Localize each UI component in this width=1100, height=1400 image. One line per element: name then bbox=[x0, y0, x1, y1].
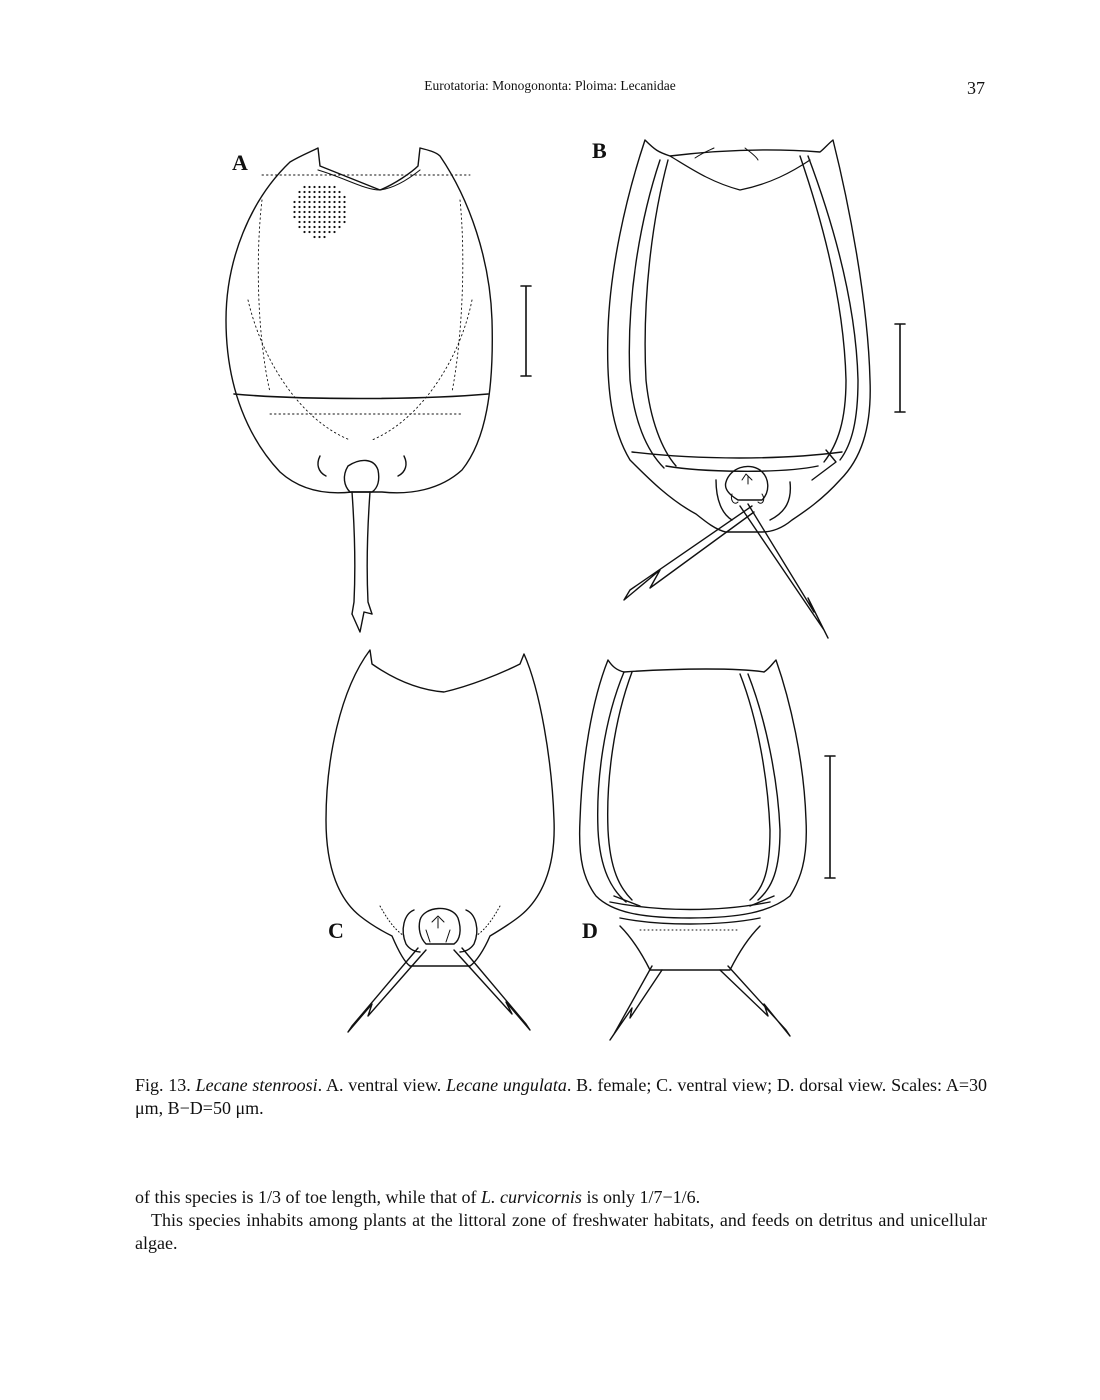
panel-label-d: D bbox=[582, 918, 598, 943]
caption-text-1: . A. ventral view. bbox=[317, 1075, 447, 1095]
figure-caption bbox=[135, 1074, 987, 1120]
paragraph-2: This species inhabits among plants at the littoral zone of freshwater habitats, and feeds on detritus and unicellular algae. bbox=[135, 1210, 987, 1253]
panel-label-b: B bbox=[592, 138, 607, 163]
drawing-d bbox=[580, 660, 835, 1040]
dotted-patch bbox=[293, 186, 345, 238]
drawing-c bbox=[326, 650, 554, 1032]
paragraph-1 bbox=[135, 1186, 987, 1209]
panel-label-c: C bbox=[328, 918, 344, 943]
page-number: 37 bbox=[967, 78, 985, 98]
caption-prefix: Fig. 13. bbox=[135, 1075, 191, 1095]
caption-species-1: Lecane stenroosi bbox=[195, 1075, 318, 1095]
caption-text-2: . B. female; C. ventral view; D. dorsal view. Scales: A=30 μm, B−D=50 μm. bbox=[135, 1075, 987, 1118]
panel-label-a: A bbox=[232, 150, 248, 175]
body-text bbox=[135, 1186, 987, 1255]
drawing-a bbox=[226, 148, 531, 632]
running-head: Eurotatoria: Monogononta: Ploima: Lecanidae bbox=[424, 78, 676, 93]
caption-species-2: Lecane ungulata bbox=[446, 1075, 567, 1095]
paragraph-1-species: L. curvicornis bbox=[480, 1187, 582, 1207]
paragraph-1-text-a: of this species is 1/3 of toe length, while that of bbox=[135, 1187, 481, 1207]
drawing-b bbox=[608, 140, 905, 638]
paragraph-1-text-b: is only 1/7−1/6. bbox=[581, 1187, 701, 1207]
